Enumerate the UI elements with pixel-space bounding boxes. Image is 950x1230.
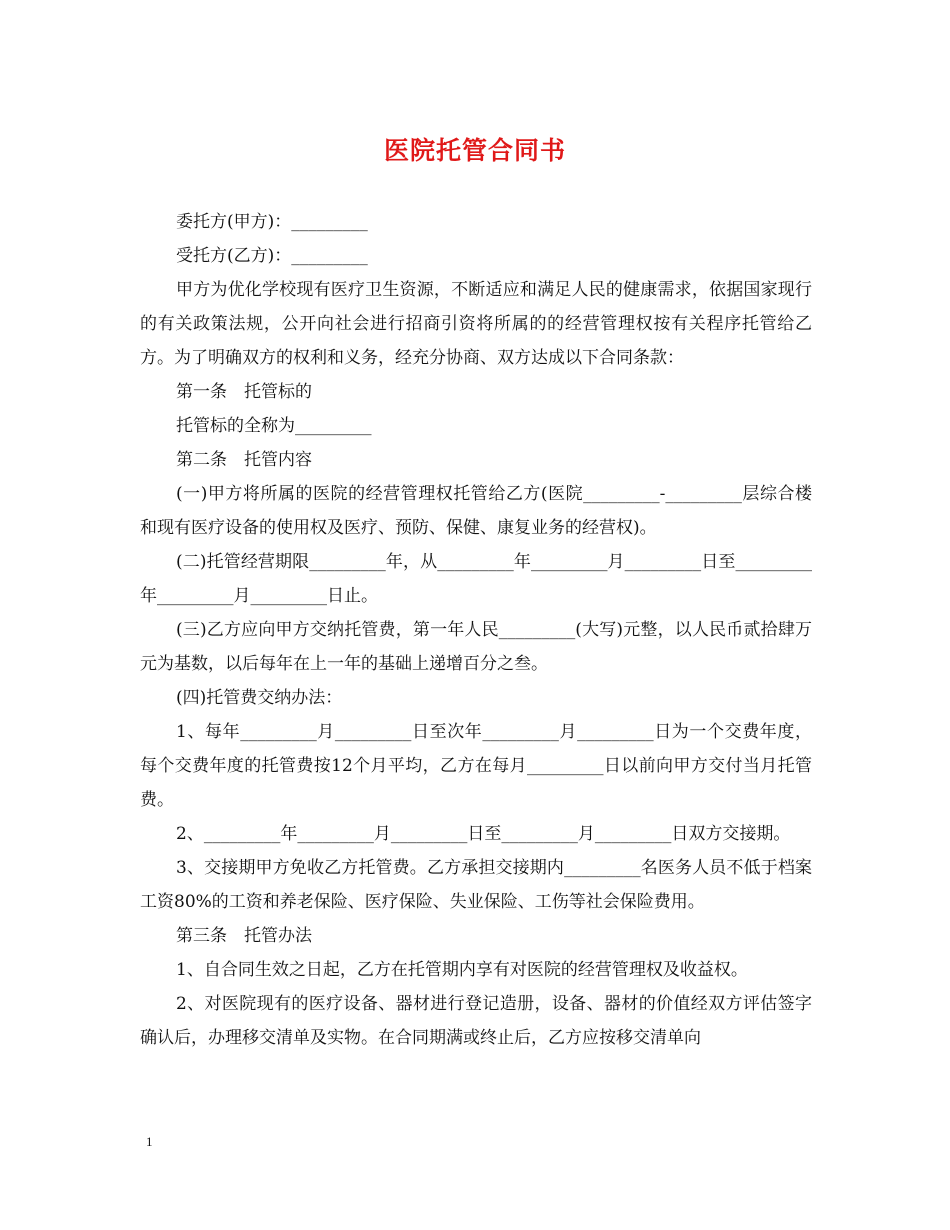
preamble-paragraph: 甲方为优化学校现有医疗卫生资源，不断适应和满足人民的健康需求，依据国家现行的有关政策法规，公开向社会进行招商引资将所属的的经营管理权按有关程序托管给乙方。为了明确双方的权利和义务，经充分协商、双方达成以下合同条款： <box>140 280 812 368</box>
payment-item-3: 3、交接期甲方免收乙方托管费。乙方承担交接期内_________名医务人员不低于档案工资80%的工资和养老保险、医疗保险、失业保险、工伤等社会保险费用。 <box>140 858 812 912</box>
clause-2-1: (一)甲方将所属的医院的经营管理权托管给乙方(医院_________-_________层综合楼和现有医疗设备的使用权及医疗、预防、保健、康复业务的经营权)。 <box>140 484 812 538</box>
article-3-heading: 第三条 托管办法 <box>176 926 312 946</box>
clause-2-4-heading: (四)托管费交纳办法： <box>176 688 343 708</box>
article-3-item-1: 1、自合同生效之日起，乙方在托管期内享有对医院的经营管理权及收益权。 <box>176 960 748 980</box>
party-a-line: 委托方(甲方)：_________ <box>176 212 368 232</box>
article-1-heading: 第一条 托管标的 <box>176 382 312 402</box>
party-b-line: 受托方(乙方)：_________ <box>176 246 368 266</box>
document-body <box>140 205 812 1055</box>
article-1-text: 托管标的全称为_________ <box>176 416 372 436</box>
clause-2-2: (二)托管经营期限_________年，从_________年_________月_________日至_________年_________月_________日止。 <box>140 552 812 606</box>
clause-2-3: (三)乙方应向甲方交纳托管费，第一年人民_________(大写)元整，以人民币贰拾肆万元为基数，以后每年在上一年的基础上递增百分之叁。 <box>140 620 812 674</box>
page-number: 1 <box>146 1134 153 1149</box>
article-3-item-2: 2、对医院现有的医疗设备、器材进行登记造册，设备、器材的价值经双方评估签字确认后，办理移交清单及实物。在合同期满或终止后，乙方应按移交清单向 <box>140 994 812 1048</box>
payment-item-2: 2、_________年_________月_________日至_________月_________日双方交接期。 <box>176 824 791 844</box>
article-2-heading: 第二条 托管内容 <box>176 450 312 470</box>
payment-item-1: 1、每年_________月_________日至次年_________月_________日为一个交费年度，每个交费年度的托管费按12个月平均，乙方在每月_________日以前向甲方交付当月托管费。 <box>140 722 812 810</box>
document-title: 医院托管合同书 <box>383 136 566 165</box>
